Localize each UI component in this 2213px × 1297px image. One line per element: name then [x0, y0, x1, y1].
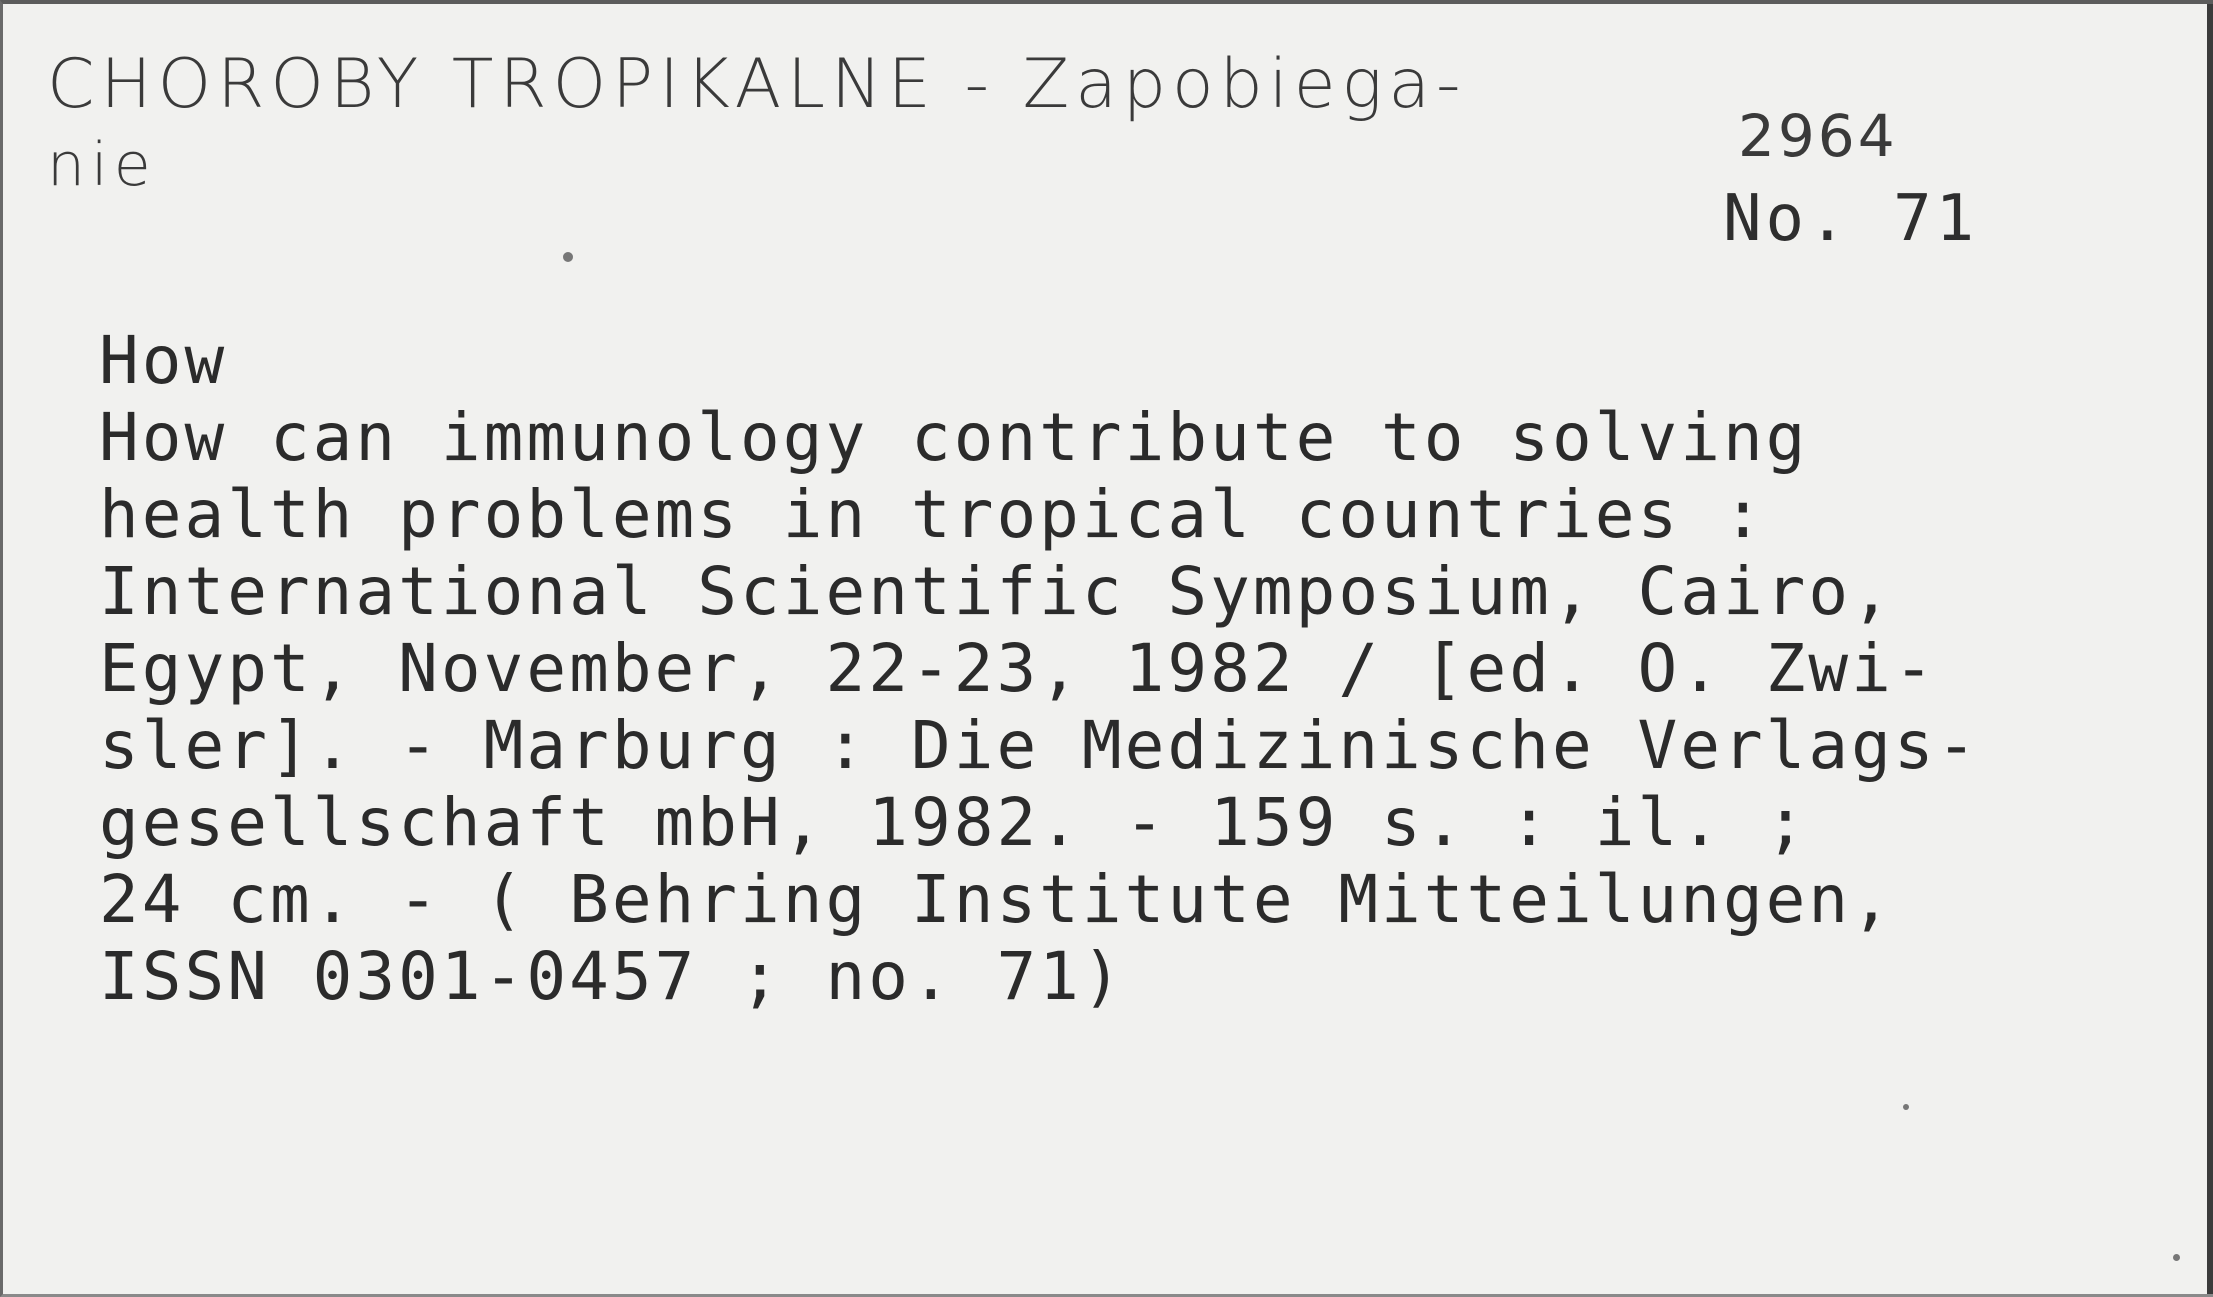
entry-line-8: 24 cm. - ( Behring Institute Mitteilungen, — [99, 861, 1894, 938]
ink-speck — [2173, 1254, 2180, 1261]
entry-line-6: sler]. - Marburg : Die Medizinische Verlags- — [99, 707, 1980, 784]
entry-line-3: health problems in tropical countries : — [99, 476, 1766, 553]
subject-heading — [47, 40, 1467, 200]
subject-heading-line-1: CHOROBY TROPIKALNE - Zapobiega- — [47, 45, 1467, 124]
bibliographic-entry — [99, 322, 2189, 1015]
ink-speck — [1903, 1104, 1909, 1110]
entry-line-5: Egypt, November, 22-23, 1982 / [ed. O. Zwi- — [99, 630, 1937, 707]
call-year: 2964 — [1738, 102, 1898, 170]
entry-line-4: International Scientific Symposium, Cairo, — [99, 553, 1894, 630]
ink-speck — [563, 252, 573, 262]
subject-heading-line-2: nie — [47, 130, 157, 200]
entry-line-9: ISSN 0301-0457 ; no. 71) — [99, 938, 1125, 1015]
entry-line-1: How — [99, 322, 228, 399]
call-number: No. 71 — [1723, 182, 1979, 256]
card-edge — [2207, 4, 2213, 1297]
entry-line-2: How can immunology contribute to solving — [99, 399, 1809, 476]
entry-line-7: gesellschaft mbH, 1982. - 159 s. : il. ; — [99, 784, 1809, 861]
